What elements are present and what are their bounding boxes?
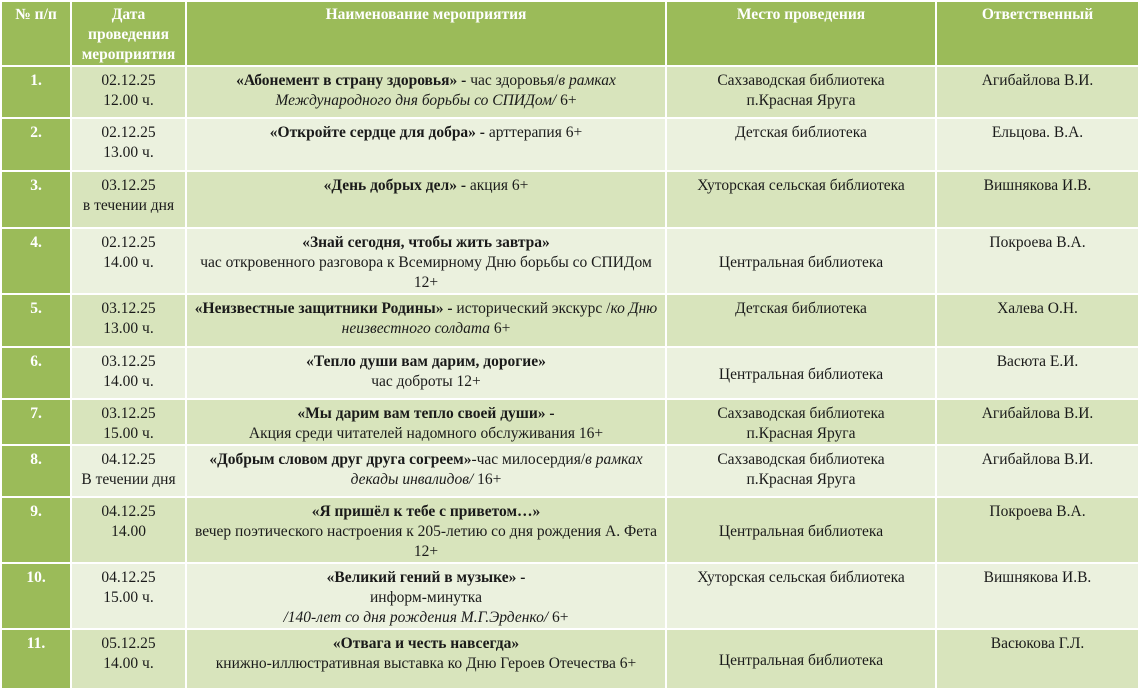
event-age: 6+ <box>556 92 577 109</box>
event-description: акция 6+ <box>466 177 529 194</box>
row-number: 2. <box>1 118 71 171</box>
event-place-name: Хуторская сельская библиотека <box>697 177 905 194</box>
table-row <box>1 563 1138 629</box>
event-note: в рамках Международного дня борьбы со СПИДом/ <box>275 72 616 109</box>
event-description: Акция среди читателей надомного обслуживания 16+ <box>248 425 604 442</box>
event-place-locality: п.Красная Яруга <box>746 92 856 109</box>
event-date-day: 03.12.25 <box>101 177 156 194</box>
event-title: «Великий гений в музыке» - <box>326 569 526 586</box>
event-date <box>71 66 186 118</box>
event-date-day: 02.12.25 <box>101 72 156 89</box>
event-title: «Добрым словом друг друга согреем» <box>209 451 472 468</box>
event-name <box>186 445 666 497</box>
event-age: 6+ <box>548 609 569 626</box>
event-date-time: 15.00 ч. <box>103 425 154 442</box>
event-name <box>186 294 666 347</box>
event-date <box>71 294 186 347</box>
event-date-time: 12.00 ч. <box>103 92 154 109</box>
event-responsible: Халева О.Н. <box>936 294 1138 347</box>
event-responsible: Агибайлова В.И. <box>936 66 1138 118</box>
event-name <box>186 66 666 118</box>
event-responsible: Васюта Е.И. <box>936 347 1138 399</box>
event-place-name: Центральная библиотека <box>718 254 884 271</box>
event-date-day: 03.12.25 <box>101 353 156 370</box>
table-row <box>1 629 1138 689</box>
event-description: час здоровья/ <box>466 72 559 89</box>
event-name <box>186 629 666 689</box>
event-date-time: 14.00 <box>111 523 146 540</box>
event-place <box>666 445 936 497</box>
event-date-day: 04.12.25 <box>101 451 156 468</box>
event-name <box>186 497 666 563</box>
event-place <box>666 171 936 228</box>
event-responsible: Покроева В.А. <box>936 497 1138 563</box>
table-row <box>1 228 1138 294</box>
event-responsible: Агибайлова В.И. <box>936 399 1138 445</box>
event-age: 16+ <box>473 471 502 488</box>
event-date <box>71 563 186 629</box>
event-description: исторический экскурс / <box>452 300 611 317</box>
event-note: /140-лет со дня рождения М.Г.Эрденко/ <box>283 609 549 626</box>
row-number: 6. <box>1 347 71 399</box>
table-row <box>1 171 1138 228</box>
table-row <box>1 347 1138 399</box>
event-date <box>71 497 186 563</box>
event-place-locality: п.Красная Яруга <box>746 425 856 442</box>
event-date-day: 02.12.25 <box>101 234 156 251</box>
event-date-day: 03.12.25 <box>101 300 156 317</box>
event-place <box>666 66 936 118</box>
event-age: 6+ <box>489 320 511 337</box>
event-date-time: В течении дня <box>81 471 176 488</box>
event-title: «Тепло души вам дарим, дорогие» <box>306 353 546 370</box>
event-name <box>186 399 666 445</box>
event-date <box>71 399 186 445</box>
event-date-day: 04.12.25 <box>101 503 156 520</box>
event-title: «Абонемент в страну здоровья» - <box>236 72 467 89</box>
event-place <box>666 294 936 347</box>
row-number: 5. <box>1 294 71 347</box>
header-place: Место проведения <box>666 1 936 66</box>
event-description: час доброты 12+ <box>371 373 481 390</box>
row-number: 3. <box>1 171 71 228</box>
event-place-name: Хуторская сельская библиотека <box>697 569 905 586</box>
event-place-name: Сахзаводская библиотека <box>717 451 885 468</box>
event-description: книжно-иллюстративная выставка ко Дню Героев Отечества 6+ <box>215 655 637 672</box>
event-date <box>71 118 186 171</box>
event-place-name: Детская библиотека <box>735 300 867 317</box>
event-date-day: 02.12.25 <box>101 124 156 141</box>
event-date <box>71 445 186 497</box>
event-place <box>666 228 936 294</box>
event-date-time: 14.00 ч. <box>103 254 154 271</box>
event-title: «Знай сегодня, чтобы жить завтра» <box>302 234 550 251</box>
event-date <box>71 171 186 228</box>
event-place-name: Сахзаводская библиотека <box>717 72 885 89</box>
event-date-time: 14.00 ч. <box>103 655 154 672</box>
event-name <box>186 171 666 228</box>
event-name <box>186 228 666 294</box>
table-row <box>1 399 1138 445</box>
row-number: 4. <box>1 228 71 294</box>
header-num: № п/п <box>1 1 71 66</box>
header-row <box>1 1 1138 66</box>
event-note: в рамках декады инвалидов/ <box>350 451 643 488</box>
row-number: 7. <box>1 399 71 445</box>
table-row <box>1 294 1138 347</box>
event-place-name: Центральная библиотека <box>718 366 884 383</box>
event-title: «Мы дарим вам тепло своей души» - <box>297 405 555 422</box>
event-responsible: Агибайлова В.И. <box>936 445 1138 497</box>
event-place-name: Детская библиотека <box>735 124 867 141</box>
event-place <box>666 118 936 171</box>
event-date-time: 14.00 ч. <box>103 373 154 390</box>
event-date <box>71 629 186 689</box>
event-name <box>186 118 666 171</box>
event-date-time: 13.00 ч. <box>103 144 154 161</box>
event-place <box>666 497 936 563</box>
event-place <box>666 399 936 445</box>
event-note: ко Дню неизвестного солдата <box>341 300 658 337</box>
event-responsible: Вишнякова И.В. <box>936 563 1138 629</box>
event-responsible: Ельцова. В.А. <box>936 118 1138 171</box>
event-place-name: Сахзаводская библиотека <box>717 405 885 422</box>
event-date <box>71 228 186 294</box>
event-title: «Отвага и честь навсегда» <box>332 635 520 652</box>
event-responsible: Васюкова Г.Л. <box>936 629 1138 689</box>
event-name <box>186 563 666 629</box>
event-responsible: Покроева В.А. <box>936 228 1138 294</box>
event-name <box>186 347 666 399</box>
event-date-time: в течении дня <box>82 197 175 214</box>
event-place-name: Центральная библиотека <box>718 523 884 540</box>
event-title: «Откройте сердце для добра» - <box>269 124 485 141</box>
event-place-name: Центральная библиотека <box>718 652 884 669</box>
row-number: 8. <box>1 445 71 497</box>
event-date-time: 15.00 ч. <box>103 589 154 606</box>
event-title: «Я пришёл к тебе с приветом…» <box>311 503 541 520</box>
event-place <box>666 563 936 629</box>
row-number: 11. <box>1 629 71 689</box>
table-row <box>1 66 1138 118</box>
header-name: Наименование мероприятия <box>186 1 666 66</box>
event-responsible: Вишнякова И.В. <box>936 171 1138 228</box>
event-description: арттерапия 6+ <box>484 124 583 141</box>
event-place <box>666 629 936 689</box>
event-place <box>666 347 936 399</box>
event-date-day: 05.12.25 <box>101 635 156 652</box>
event-description: вечер поэтического настроения к 205-летию со дня рождения А. Фета 12+ <box>195 523 657 560</box>
event-place-locality: п.Красная Яруга <box>746 471 856 488</box>
header-date: Дата проведения мероприятия <box>71 1 186 66</box>
event-date <box>71 347 186 399</box>
event-date-day: 03.12.25 <box>101 405 156 422</box>
event-title: «Неизвестные защитники Родины» - <box>194 300 453 317</box>
event-title: «День добрых дел» - <box>323 177 466 194</box>
event-date-day: 04.12.25 <box>101 569 156 586</box>
event-description: -час милосердия/ <box>471 451 586 468</box>
event-description: час откровенного разговора к Всемирному Дню борьбы со СПИДом 12+ <box>200 254 652 291</box>
event-description: информ-минутка <box>370 589 482 606</box>
table-row <box>1 118 1138 171</box>
header-responsible: Ответственный <box>936 1 1138 66</box>
row-number: 1. <box>1 66 71 118</box>
event-date-time: 13.00 ч. <box>103 320 154 337</box>
row-number: 10. <box>1 563 71 629</box>
table-row <box>1 445 1138 497</box>
table-row <box>1 497 1138 563</box>
row-number: 9. <box>1 497 71 563</box>
